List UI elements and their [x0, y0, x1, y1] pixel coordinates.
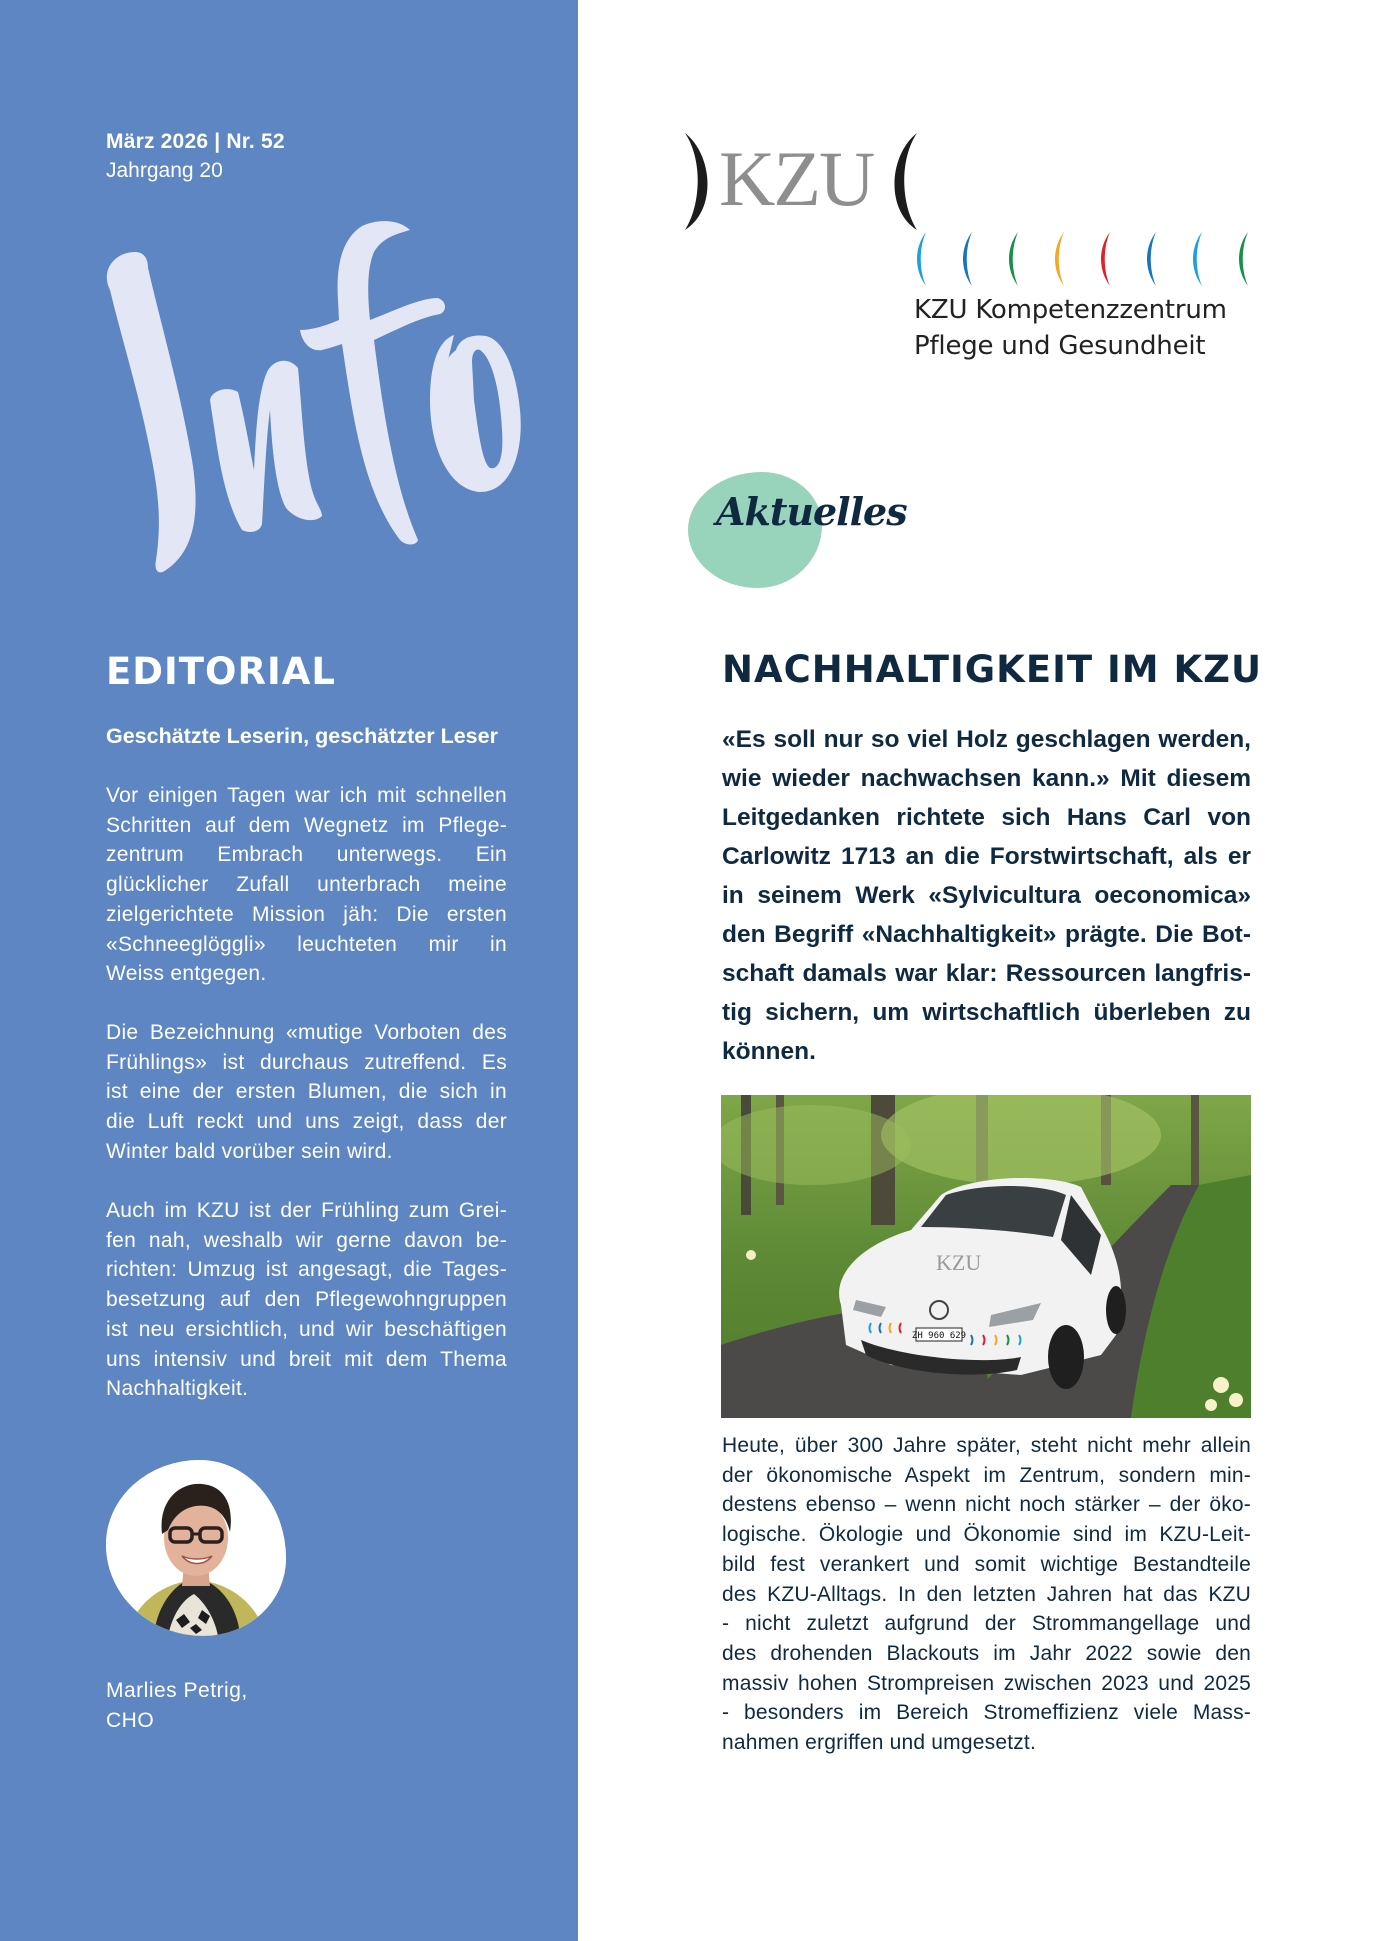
text-line: ist eine der ersten Blumen, die sich in — [106, 1080, 507, 1104]
color-bracket-icon — [1147, 232, 1156, 286]
text-line: Nachhaltigkeit. — [106, 1377, 249, 1401]
color-bracket-icon — [1239, 232, 1248, 286]
color-bracket-icon — [1101, 232, 1110, 286]
text-line: in seinem Werk «Sylvicultura oeconomica» — [722, 882, 1251, 909]
text-line: - nicht zuletzt aufgrund der Strommangellage und — [722, 1612, 1251, 1636]
text-line: der ökonomische Aspekt im Zentrum, sondern min- — [722, 1463, 1251, 1487]
kzu-logo-text: KZU — [719, 135, 874, 222]
text-line: Winter bald vorüber sein wird. — [106, 1139, 393, 1163]
text-line: tig sichern, um wirtschaftlich überleben zu — [722, 999, 1251, 1026]
info-lettering-logo — [100, 190, 540, 580]
editorial-paragraph-3 — [106, 1196, 507, 1404]
text-line: schaft damals war klar: Ressourcen langfris- — [722, 960, 1251, 987]
text-line: richten: Umzug ist angesagt, die Tages- — [106, 1258, 507, 1282]
text-line: Weiss entgegen. — [106, 962, 267, 986]
text-line: Leitgedanken richtete sich Hans Carl von — [722, 804, 1251, 831]
text-line: können. — [722, 1038, 816, 1065]
text-line: Frühlings» ist durchaus zutreffend. Es — [106, 1050, 507, 1074]
text-line: besetzung auf den Pflegewohngruppen — [106, 1288, 507, 1312]
color-brackets-icon — [912, 230, 1257, 290]
color-bracket-icon — [1055, 232, 1064, 286]
text-line: nahmen ergriffen und umgesetzt. — [722, 1731, 1037, 1755]
volume-label: Jahrgang 20 — [106, 159, 223, 182]
author-role: CHO — [106, 1709, 155, 1732]
editorial-title: EDITORIAL — [106, 650, 336, 693]
editorial-paragraph-1 — [106, 781, 507, 989]
color-bracket-icon — [1193, 232, 1202, 286]
text-line: Die Bezeichnung «mutige Vorboten des — [106, 1021, 507, 1044]
author-name: Marlies Petrig, — [106, 1679, 248, 1702]
text-line: zielgerichtete Mission jäh: Die ersten — [106, 902, 507, 926]
text-line: bild fest verankert und somit wichtige Bestandteile — [722, 1552, 1251, 1576]
text-line: Carlowitz 1713 an die Forstwirtschaft, als er — [722, 843, 1251, 870]
text-line: die Luft reckt und uns zeigt, dass der — [106, 1110, 507, 1134]
text-line: wie wieder nachwachsen kann.» Mit diesem — [722, 765, 1251, 792]
color-bracket-icon — [917, 232, 926, 286]
article-headline: NACHHALTIGKEIT IM KZU — [722, 648, 1262, 691]
text-line: ist neu ersichtlich, und wir beschäftigen — [106, 1317, 507, 1341]
text-line: massiv hohen Strompreisen zwischen 2023 und 2025 — [722, 1671, 1251, 1695]
svg-text:KZU: KZU — [936, 1250, 982, 1275]
text-line: logische. Ökologie und Ökonomie sind im KZU-Leit- — [722, 1523, 1251, 1547]
text-line: glücklicher Zufall unterbrach meine — [106, 873, 507, 897]
text-line: Auch im KZU ist der Frühling zum Grei- — [106, 1199, 507, 1222]
text-line: «Es soll nur so viel Holz geschlagen werden, — [722, 726, 1251, 753]
color-bracket-icon — [1009, 232, 1018, 286]
license-plate-text: ZH 960 629 — [911, 1331, 967, 1341]
text-line: zentrum Embrach unterwegs. Ein — [106, 843, 507, 867]
text-line: des drohenden Blackouts im Jahr 2022 sowie den — [722, 1641, 1251, 1665]
logo-line-2: Pflege und Gesundheit — [914, 331, 1206, 361]
car-photo-image — [721, 1095, 1251, 1418]
kzu-logo-subtitle — [914, 292, 1227, 364]
author-signature — [106, 1676, 248, 1736]
section-label: Aktuelles — [716, 489, 907, 534]
text-line: Vor einigen Tagen war ich mit schnellen — [106, 784, 507, 807]
article-photo-electric-car — [721, 1095, 1251, 1418]
text-line: den Begriff «Nachhaltigkeit» prägte. Die Bot- — [722, 921, 1251, 948]
color-bracket-icon — [963, 232, 972, 286]
text-line: Schritten auf dem Wegnetz im Pflege- — [106, 813, 507, 837]
article-lead — [722, 720, 1251, 1071]
issue-date: März 2026 | Nr. 52 — [106, 130, 285, 153]
text-line: destens ebenso – wenn nicht noch stärker – der öko- — [722, 1493, 1251, 1517]
logo-line-1: KZU Kompetenzzentrum — [914, 295, 1227, 325]
article-body — [722, 1431, 1251, 1758]
text-line: «Schneeglöggli» leuchteten mir in — [106, 932, 507, 956]
editorial-greeting: Geschätzte Leserin, geschätzter Leser — [106, 724, 498, 748]
editorial-paragraph-2 — [106, 1018, 507, 1167]
kzu-logo-mark — [683, 130, 923, 235]
text-line: - besonders im Bereich Stromeffizienz viele Mass- — [722, 1701, 1251, 1725]
text-line: des KZU-Alltags. In den letzten Jahren hat das KZU — [722, 1582, 1251, 1606]
text-line: uns intensiv und breit mit dem Thema — [106, 1347, 507, 1371]
text-line: Heute, über 300 Jahre später, steht nicht mehr allein — [722, 1434, 1251, 1457]
text-line: fen nah, weshalb wir gerne davon be- — [106, 1228, 507, 1252]
